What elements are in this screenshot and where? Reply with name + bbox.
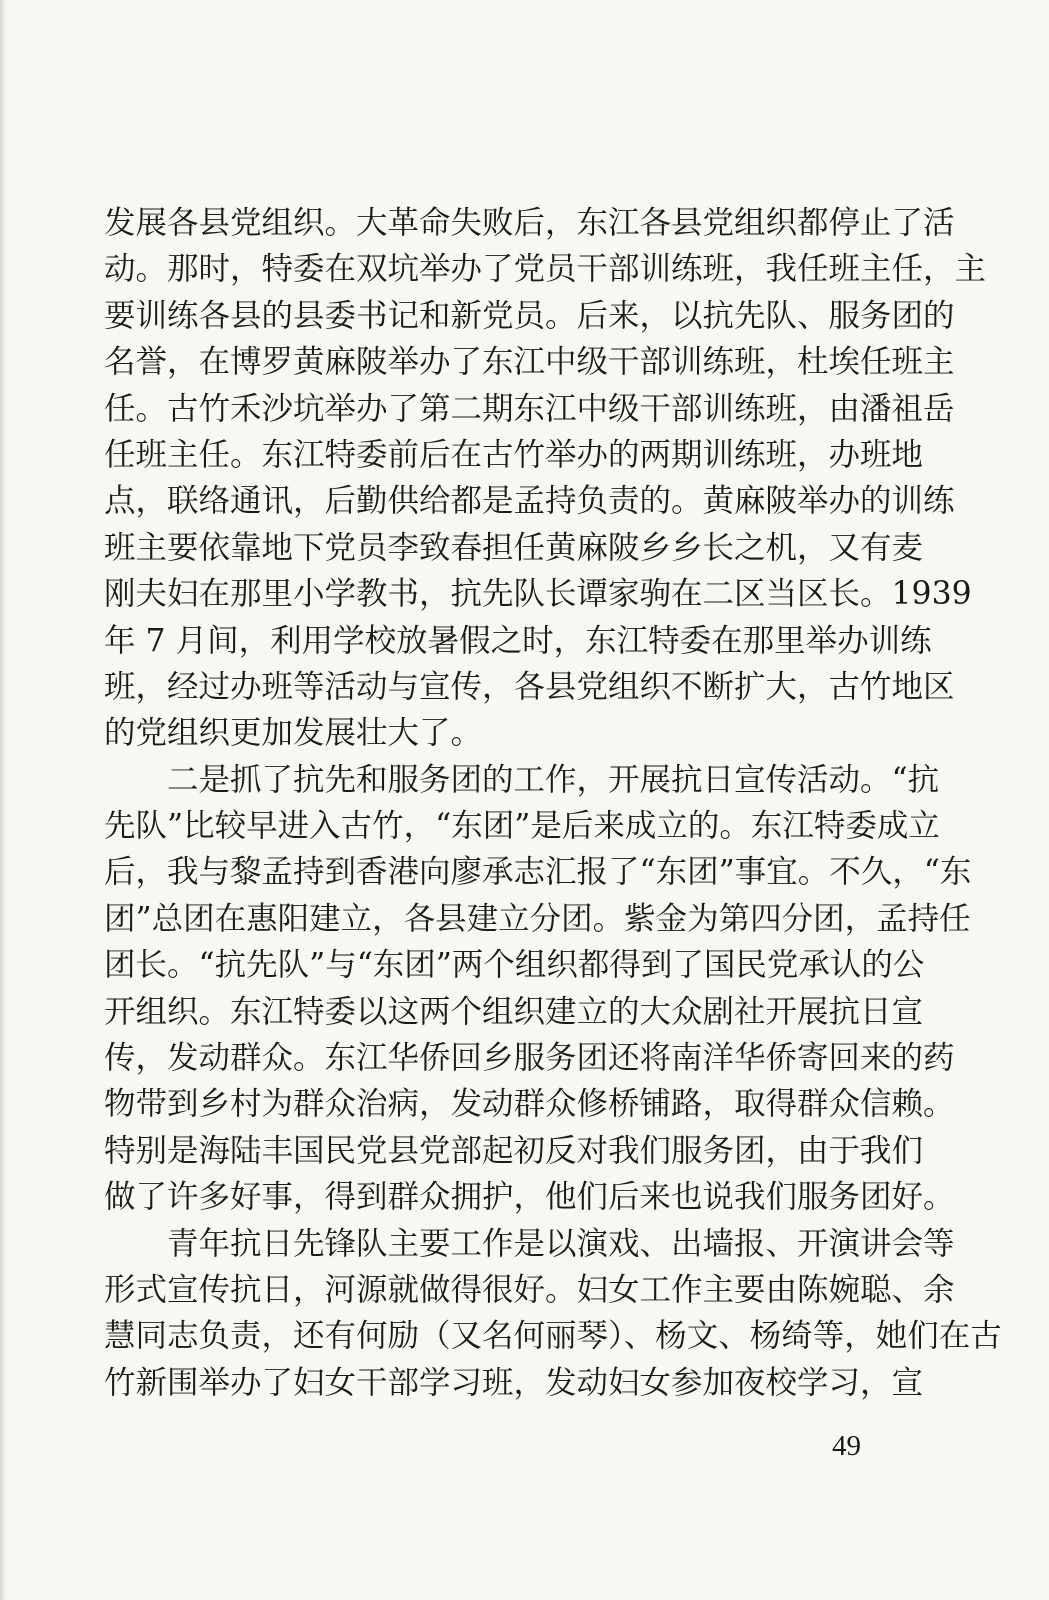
text-line: 青年抗日先锋队主要工作是以演戏、出墙报、开演讲会等 [167, 1225, 955, 1262]
text-line: 要训练各县的县委书记和新党员。后来，以抗先队、服务团的 [104, 297, 955, 334]
text-line: 班主要依靠地下党员李致春担任黄麻陂乡乡长之机，又有麦 [104, 529, 924, 566]
text-line: 形式宣传抗日，河源就做得很好。妇女工作主要由陈婉聪、余 [104, 1271, 955, 1308]
text-line: 动。那时，特委在双坑举办了党员干部训练班，我任班主任，主 [104, 251, 987, 288]
text-line: 年 7 月间，利用学校放暑假之时，东江特委在那里举办训练 [104, 622, 932, 659]
body-text [104, 200, 1002, 1406]
text-line: 班，经过办班等活动与宣传，各县党组织不断扩大，古竹地区 [104, 668, 955, 705]
text-line: 任班主任。东江特委前后在古竹举办的两期训练班，办班地 [104, 436, 924, 473]
text-line: 开组织。东江特委以这两个组织建立的大众剧社开展抗日宣 [104, 993, 924, 1030]
text-line: 任。古竹禾沙坑举办了第二期东江中级干部训练班，由潘祖岳 [104, 390, 955, 427]
text-line: 的党组织更加发展壮大了。 [104, 715, 483, 752]
text-line: 团”总团在惠阳建立，各县建立分团。紫金为第四分团，孟持任 [104, 900, 971, 937]
page-number: 49 [832, 1430, 861, 1462]
text-line: 传，发动群众。东江华侨回乡服务团还将南洋华侨寄回来的药 [104, 1040, 955, 1077]
text-line: 后，我与黎孟持到香港向廖承志汇报了“东团”事宜。不久，“东 [104, 854, 972, 891]
text-line: 名誉，在博罗黄麻陂举办了东江中级干部训练班，杜埃任班主 [104, 344, 955, 381]
text-line: 先队”比较早进入古竹，“东团”是后来成立的。东江特委成立 [104, 808, 940, 845]
text-line: 竹新围举办了妇女干部学习班，发动妇女参加夜校学习，宣 [104, 1364, 924, 1401]
text-line: 团长。“抗先队”与“东团”两个组织都得到了国民党承认的公 [104, 947, 925, 984]
text-line: 做了许多好事，得到群众拥护，他们后来也说我们服务团好。 [104, 1179, 955, 1216]
text-line: 慧同志负责，还有何励（又名何丽琴）、杨文、杨绮等，她们在古 [104, 1318, 1002, 1355]
text-line: 二是抓了抗先和服务团的工作，开展抗日宣传活动。“抗 [167, 761, 940, 798]
text-line: 刚夫妇在那里小学教书，抗先队长谭家驹在二区当区长。1939 [104, 576, 972, 613]
text-line: 特别是海陆丰国民党县党部起初反对我们服务团，由于我们 [104, 1132, 924, 1169]
text-line: 物带到乡村为群众治病，发动群众修桥铺路，取得群众信赖。 [104, 1086, 955, 1123]
text-line: 发展各县党组织。大革命失败后，东江各县党组织都停止了活 [104, 205, 955, 241]
text-line: 点，联络通讯，后勤供给都是孟持负责的。黄麻陂举办的训练 [104, 483, 955, 520]
